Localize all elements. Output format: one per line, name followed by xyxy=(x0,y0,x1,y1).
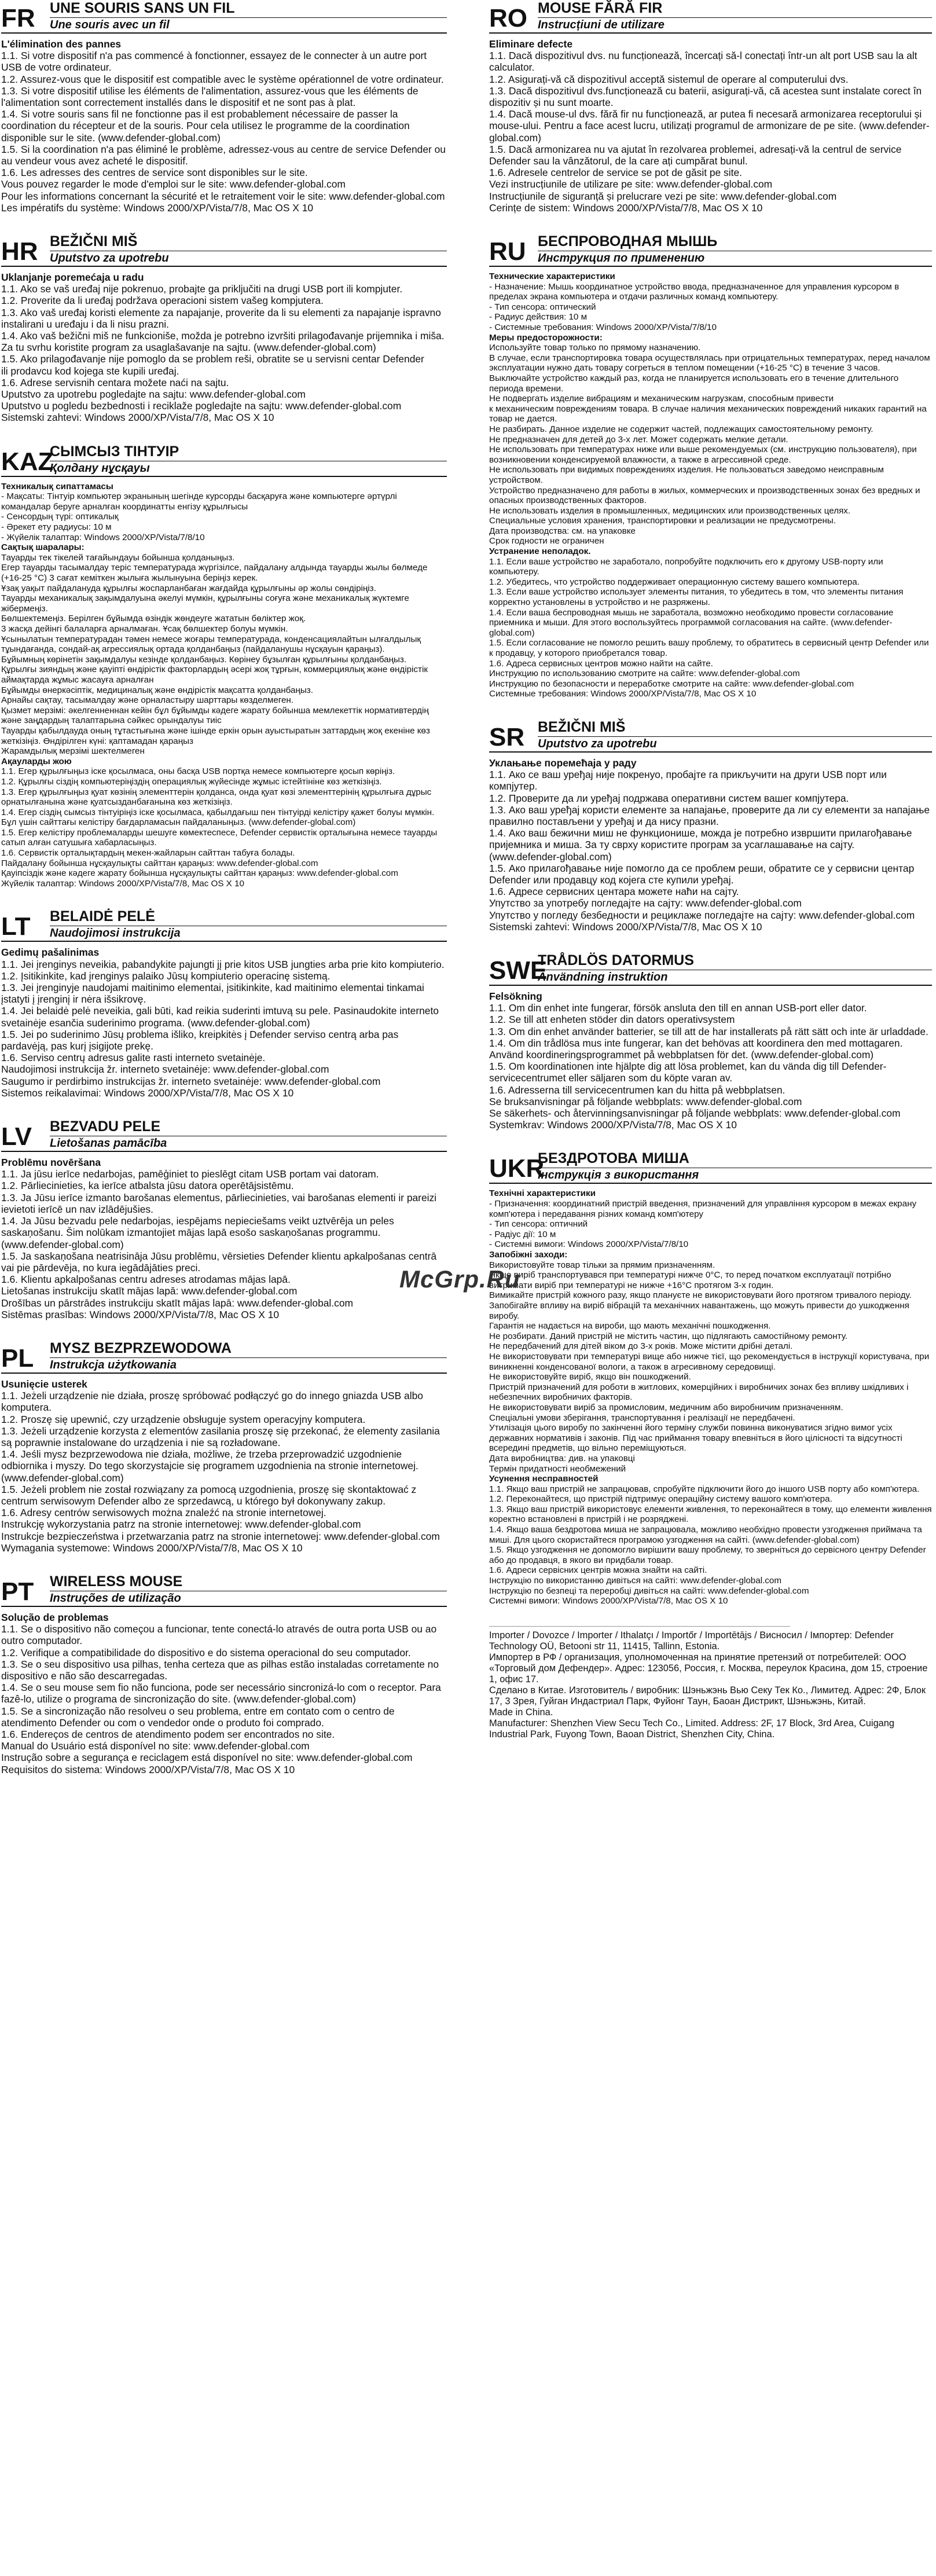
body-line: 1.6. Адреси сервісних центрів можна знайти на сайті. xyxy=(489,1565,707,1576)
section-title: WIRELESS MOUSE xyxy=(50,1573,183,1590)
body-heading: Усунення несправностей xyxy=(489,1474,599,1484)
body-line: 1.5. Jei po suderinimo Jūsų problema išliko, kreipkitės į Defender serviso centrą arba pas pardavėją, pas kurį įsigijote prekę. xyxy=(1,1028,399,1052)
body-line: Не використовувати при температурі вище або нижче тієї, що рекомендується в інструкції користувача, при виникненні конденсованої вологи, а також в агресивному середовищі. xyxy=(489,1351,930,1372)
section-sr xyxy=(489,719,932,933)
body-line: Тауарды қабылдауда оның тұтастығына және ішінде еркін орын ауыстыратын заттардың жоқ екеніне көз жеткізіңіз. Өндірілген күні: қаптамадан қараңыз xyxy=(1,725,430,746)
body-line: 1.2. Проверите да ли уређај подржава оперативни систем вашег компјутера. xyxy=(489,792,849,804)
body-line: 1.2. Įsitikinkite, kad įrenginys palaiko Jūsų kompiuterio operacinę sistemą. xyxy=(1,970,331,982)
section-titles xyxy=(50,443,447,475)
section-header xyxy=(489,1150,932,1184)
section-titles xyxy=(50,1118,447,1150)
section-ru xyxy=(489,233,932,699)
body-line: Не использовать при температурах ниже или выше рекомендуемых (см. инструкцию пользователя), при возникновении конденсируемой влажности, а также в агрессивной среде. xyxy=(489,445,917,465)
body-line: Устройство предназначено для работы в жилых, коммерческих и производственных зонах без вредных и опасных производственных факторов. xyxy=(489,485,920,506)
body-line: 1.2. Verifique a compatibilidade do dispositivo e do sistema operacional do seu computador. xyxy=(1,1646,411,1658)
section-body xyxy=(1,946,447,1099)
body-line: Не використовуйте виріб, якщо він пошкоджений. xyxy=(489,1372,691,1382)
section-body xyxy=(1,38,447,214)
body-line: Не розбирати. Даний пристрій не містить частин, що підлягають самостійному ремонту. xyxy=(489,1331,848,1341)
body-line: 1.6. Adresserna till servicecentrumen kan du hitta på webbplatsen. xyxy=(489,1084,785,1096)
section-subtitle: Användning instruktion xyxy=(538,970,932,984)
body-line: Термін придатності необмежений xyxy=(489,1463,626,1474)
body-heading: Uklanjanje poremećaja u radu xyxy=(1,271,144,284)
body-line: 1.4. Om din trådlösa mus inte fungerar, kan det behövas att koordinera den med mottagaren. Använd koordineringsprogrammet på webbplatsen för det. (www.defender-global.com) xyxy=(489,1037,903,1061)
body-line: Drošības un pārstrādes instrukciju skatīt mājas lapā: www.defender-global.com xyxy=(1,1297,353,1309)
section-lt xyxy=(1,908,447,1099)
body-line: 1.3. Jei įrenginyje naudojami maitinimo elementai, įsitikinkite, kad maitinimo elementai tinkamai įstatyti į įrenginį ir nėra išsikrovę. xyxy=(1,982,424,1006)
section-title: TRÅDLÖS DATORMUS xyxy=(538,952,694,969)
section-body xyxy=(1,1612,447,1775)
body-line: 1.3. Om din enhet använder batterier, se till att de har installerats på rätt sätt och inte är urladdade. xyxy=(489,1025,928,1037)
section-kaz xyxy=(1,443,447,889)
language-code: LV xyxy=(1,1122,32,1151)
body-line: Құрылғы зияндың және қауіпті өндірістік факторлардың әсері жоқ тұрғын, коммерциялық және өндірістік аймақтарда жұмыс жасауға арналған xyxy=(1,665,428,685)
body-line: Wymagania systemowe: Windows 2000/XP/Vista/7/8, Mac OS X 10 xyxy=(1,1542,303,1554)
section-title: BEŽIČNI MIŠ xyxy=(538,718,626,735)
importer-line: Made in China. xyxy=(489,1707,553,1718)
body-line: 1.6. Adresele centrelor de service se pot de găsit pe site. xyxy=(489,167,742,179)
body-line: 1.5. Ако прилагођавање није помогло да се проблем реши, обратите се у сервисни центар Defender или продавцу код којега сте купили уређај. xyxy=(489,862,915,886)
importer-block xyxy=(489,1626,932,1740)
body-line: 1.5. Ako prilagođavanje nije pomoglo da se problem reši, obratite se u servisni centar Defender xyxy=(1,353,424,365)
body-heading: Уклањање поремећаја у раду xyxy=(489,757,637,769)
importer-line: Manufacturer: Shenzhen View Secu Tech Co., Limited. Address: 2F, 17 Block, 3rd Area, Cuigang Industrial Park, Fuyong Town, Baoan District, Shenzhen City, China. xyxy=(489,1718,895,1740)
body-line: 1.2. Переконайтеся, що пристрій підтримує операційну систему вашого комп'ютера. xyxy=(489,1494,832,1504)
section-swe xyxy=(489,952,932,1131)
body-line: Systemkrav: Windows 2000/XP/Vista/7/8, Mac OS X 10 xyxy=(489,1119,737,1131)
body-line: 1.6. Klientu apkalpošanas centru adreses atrodamas mājas lapā. xyxy=(1,1274,291,1286)
body-line: Используйте товар только по прямому назначению. xyxy=(489,343,701,353)
body-line: 1.6. Адресе сервисних центара можете наћи на сајту. xyxy=(489,886,739,898)
body-line: 1.1. Dacă dispozitivul dvs. nu funcționează, încercați să-l conectați într-un alt port USB sau la alt calculator. xyxy=(489,50,917,74)
body-line: 1.1. Si votre dispositif n'a pas commencé à fonctionner, essayez de le connecter à un autre port USB de votre ordinateur. xyxy=(1,50,427,74)
importer-divider xyxy=(489,1626,790,1627)
body-line: 1.5. Если согласование не помогло решить вашу проблему, то обратитесь в сервисный центр Defender или к продавцу, у которого приобретался товар. xyxy=(489,638,929,659)
body-line: - Радіус дії: 10 м xyxy=(489,1229,556,1239)
body-line: 1.5. Егер келістіру проблемаларды шешуге көмектеспесе, Defender сервистік орталығына немесе тауарды сатып алған сатушыға хабарласыңыз. xyxy=(1,827,438,848)
body-line: - Радиус действия: 10 м xyxy=(489,312,588,322)
body-line: Упутство за употребу погледајте на сајту: www.defender-global.com xyxy=(489,897,802,909)
section-title: БЕЗДРОТОВА МИША xyxy=(538,1150,689,1167)
body-heading: Меры предосторожности: xyxy=(489,332,603,343)
body-line: Не использовать изделия в промышленных, медицинских или производственных целях. xyxy=(489,505,851,516)
body-line: 1.1. Ako se vaš uređaj nije pokrenuo, probajte ga priključiti na drugi USB port ili kompjuter. xyxy=(1,283,403,295)
body-line: 1.6. Adrese servisnih centara možete naći na sajtu. xyxy=(1,376,229,388)
body-line: Instrukcje bezpieczeństwa i przetwarzania patrz na stronie internetowej: www.defender-global.com xyxy=(1,1530,440,1542)
section-header xyxy=(1,0,447,34)
body-line: ili prodavcu kod kojega ste kupili uređaj. xyxy=(1,365,179,377)
body-heading: Сақтық шаралары: xyxy=(1,542,85,553)
section-titles xyxy=(538,1150,932,1181)
body-line: 1.3. Если ваше устройство использует элементы питания, то убедитесь в том, что элементы питания корректно установлены в устройство и не разряжены. xyxy=(489,587,904,608)
body-line: 1.4. Якщо ваша бездротова миша не запрацювала, можливо необхідно провести узгодження приймача та миші. Для цього скористайтеся програмою узгодження на сайті. (www.defender-global.com) xyxy=(489,1525,922,1545)
body-line: - Жүйелік талаптар: Windows 2000/XP/Vista/7/8/10 xyxy=(1,532,205,542)
section-title: MYSZ BEZPRZEWODOWA xyxy=(50,1340,232,1356)
body-line: Вимикайте пристрій кожного разу, якщо плануєте не використовувати його протягом тривалого періоду. xyxy=(489,1290,912,1301)
body-line: 1.4. Ako vaš bežični miš ne funkcioniše, možda je potrebno izvršiti prilagođavanje prijemnika i miša. Za tu svrhu koristite program za usaglašavanje na sajtu. (www.defender-global.com) xyxy=(1,330,445,354)
language-code: KAZ xyxy=(1,447,54,476)
section-title: BELAIDĖ PELĖ xyxy=(50,908,155,925)
body-line: Спеціальні умови зберігання, транспортування і реалізації не передбачені. xyxy=(489,1412,795,1423)
section-subtitle: Қолдану нұсқауы xyxy=(50,461,447,475)
body-line: - Сенсордың түрі: оптикалық xyxy=(1,512,119,522)
body-line: Lietošanas instrukciju skatīt mājas lapā: www.defender-global.com xyxy=(1,1285,298,1297)
body-line: 1.2. Asigurați-vă că dispozitivul acceptă sistemul de operare al computerului dvs. xyxy=(489,73,849,85)
body-line: Дата производства: см. на упаковке xyxy=(489,526,636,536)
section-header xyxy=(489,952,932,986)
section-title: UNE SOURIS SANS UN FIL xyxy=(50,0,235,16)
language-code: SR xyxy=(489,722,525,751)
body-line: Тауарды механикалық зақымдалуына әкелуі мүмкін, құрылғыны соғуға және механикалық жүктемге жібермеңіз. xyxy=(1,593,409,614)
body-line: 1.3. Якщо ваш пристрій використовує елементи живлення, то переконайтеся в тому, що елементи живлення коректно встановлені в пристрій і не розряджені. xyxy=(489,1504,932,1525)
body-line: Sistēmas prasības: Windows 2000/XP/Vista/7/8, Mac OS X 10 xyxy=(1,1308,280,1320)
body-line: Sistemski zahtevi: Windows 2000/XP/Vista/7/8, Mac OS X 10 xyxy=(1,412,274,424)
body-line: - Әрекет ету радиусы: 10 м xyxy=(1,522,112,533)
body-line: 1.2. Убедитесь, что устройство поддерживает операционную систему вашего компьютера. xyxy=(489,577,860,587)
section-lv xyxy=(1,1118,447,1320)
section-subtitle: Instruções de utilização xyxy=(50,1591,447,1605)
section-titles xyxy=(50,1573,447,1605)
body-line: Requisitos do sistema: Windows 2000/XP/Vista/7/8, Mac OS X 10 xyxy=(1,1763,295,1775)
body-line: 1.2. Assurez-vous que le dispositif est compatible avec le système opérationnel de votre ordinateur. xyxy=(1,73,444,85)
body-heading: Solução de problemas xyxy=(1,1611,109,1623)
section-body xyxy=(1,1378,447,1554)
section-titles xyxy=(538,233,932,265)
body-line: 1.5. Se a sincronização não resolveu o seu problema, entre em contato com o centro de atendimento Defender ou com o vendedor onde o produto foi comprado. xyxy=(1,1705,395,1729)
body-heading: L'élimination des pannes xyxy=(1,38,122,50)
body-line: 1.5. Jeżeli problem nie został rozwiązany za pomocą uzgodnienia, proszę się skontaktować z centrum serwisowym Defender albo ze sprzedawcą, u którego był dokonywany zakup. xyxy=(1,1483,417,1507)
body-line: Тауарды тек тікелей тағайындауы бойынша қолданыңыз. xyxy=(1,552,235,563)
section-title: BEZVADU PELE xyxy=(50,1118,161,1135)
body-line: 1.3. Si votre dispositif utilise les éléments de l'alimentation, assurez-vous que les éléments de l'alimentation sont correctement installés dans le dispositif et ne sont pas à plat. xyxy=(1,85,419,109)
body-line: Упутство у погледу безбедности и рециклаже погледајте на сајту: www.defender-global.com xyxy=(489,909,915,921)
section-subtitle: Instrukcja użytkowania xyxy=(50,1357,447,1371)
body-line: Vezi instrucțiunile de utilizare pe site: www.defender-global.com xyxy=(489,178,773,190)
body-line: - Системные требования: Windows 2000/XP/Vista/7/8/10 xyxy=(489,322,717,333)
body-line: 1.6. Endereços de centros de atendimento podem ser encontrados no site. xyxy=(1,1729,335,1740)
body-line: 1.4. Ja Jūsu bezvadu pele nedarbojas, iespējams nepieciešams veikt uztvērēja un peles saskaņošanu. Šim nolūkam izmantojiet mājas lapā esošo saskaņošanas programmu. (www.defender-global.com) xyxy=(1,1215,394,1250)
section-body xyxy=(489,757,932,933)
body-line: Бұйымның көрінетін зақымдалуы кезінде қолданбаңыз. Көрінеу бұзылған құрылғыны қолданбаңыз. xyxy=(1,654,407,665)
body-line: 1.1. Jei įrenginys neveikia, pabandykite pajungti jį prie kitos USB jungties arba prie kito kompiuterio. xyxy=(1,958,445,970)
body-line: Не подвергать изделие вибрациям и механическим нагрузкам, способным привести xyxy=(489,394,834,404)
importer-line: Сделано в Китае. Изготовитель / виробник: Шэньжэнь Вью Секу Тек Ко., Лимитед. Адрес: 2Ф, Блок 17, 3 Зрея, Гуйган Индастриал Парк, Фуйонг Таун, Баоан Дистрикт, Шэньжэнь, Китай. xyxy=(489,1685,926,1707)
body-line: Пайдалану бойынша нұсқаулықты сайттан қараңыз: www.defender-global.com xyxy=(1,858,318,868)
section-body xyxy=(1,271,447,424)
body-line: 1.4. Ако ваш бежични миш не функционише, можда је потребно извршити прилагођавање пријемника и миша. За ту сврху користите програм за усаглашавање на сајту. xyxy=(489,827,912,851)
language-code: SWE xyxy=(489,956,548,985)
body-line: Пристрій призначений для роботи в житлових, комерційних і виробничих зонах без впливу шкідливих і небезпечних виробничих факторів. xyxy=(489,1382,909,1403)
body-line: 1.3. Ja Jūsu ierīce izmanto barošanas elementus, pārliecinieties, vai barošanas elementi ir pareizi ievietoti ierīcē un nav izlādējušies. xyxy=(1,1191,437,1215)
body-line: Cerințe de sistem: Windows 2000/XP/Vista/7/8, Mac OS X 10 xyxy=(489,201,763,214)
body-heading: Problēmu novēršana xyxy=(1,1157,101,1169)
language-code: RO xyxy=(489,4,527,32)
section-ukr xyxy=(489,1150,932,1606)
section-titles xyxy=(50,0,447,31)
body-line: Дата виробництва: див. на упаковці xyxy=(489,1453,635,1463)
section-header xyxy=(1,233,447,267)
section-titles xyxy=(50,1340,447,1371)
body-line: - Мақсаты: Тінтуір компьютер экранының шегінде курсорды басқаруға және компьютерге әртүрлі командалар беруге арналған координатты енгізу құрылғысы xyxy=(1,491,397,512)
body-line: 1.5. Om koordinationen inte hjälpte dig att lösa problemet, kan du vända dig till Defender-servicecentrumet eller säljaren som du köpte varan av. xyxy=(489,1061,887,1084)
body-heading: Usunięcie usterek xyxy=(1,1378,87,1390)
body-line: 1.2. Pārliecinieties, ka ierīce atbalsta jūsu datora operētājsistēmu. xyxy=(1,1180,294,1192)
section-body xyxy=(1,1157,447,1320)
body-line: Se bruksanvisningar på följande webbplats: www.defender-global.com xyxy=(489,1095,802,1107)
section-title: СЫМСЫЗ ТІНТУІР xyxy=(50,443,179,460)
body-line: Manual do Usuário está disponível no site: www.defender-global.com xyxy=(1,1740,310,1752)
body-line: 1.3. Егер құрылғыңыз қуат көзінің элементтерін қолданса, онда қуат көзі элементтерінің құрылғыға дұрыс орнатылғанына және қуатсызданбағанына көз жеткізіңіз. xyxy=(1,787,432,808)
body-line: Не предназначен для детей до 3-х лет. Может содержать мелкие детали. xyxy=(489,434,788,445)
section-titles xyxy=(50,233,447,265)
left-column xyxy=(1,0,447,1795)
section-title: MOUSE FĂRĂ FIR xyxy=(538,0,663,16)
body-line: Ұсынылатын температурадан тәмен немесе жоғары температурада, конденсациялайтын ылғалдылық тұындағанда, сондай-ақ агрессиялық ортада қолданбаңыз (пайдаланушы нұсқауын қараңыз). xyxy=(1,634,421,655)
section-header xyxy=(489,0,932,34)
section-body xyxy=(489,271,932,699)
body-line: Жарамдылық мерзімі шектелмеген xyxy=(1,746,145,757)
body-line: 1.4. Егер сіздің сымсыз тінтуіріңіз іске қосылмаса, қабылдағыш пен тінтуірді келістіру қажет болуы мүмкін. Бұл үшін сайттағы келістіру бағдарламасын пайдаланыңыз. (www.defender-global.com) xyxy=(1,807,435,828)
body-line: 1.4. Se o seu mouse sem fio não funciona, pode ser necessário sincronizá-lo com o receptor. Para fazê-lo, utilize o programa de sincronização do site. (www.defender-global.com) xyxy=(1,1682,441,1705)
body-line: 1.2. Se till att enheten stöder din dators operativsystem xyxy=(489,1014,735,1026)
section-body xyxy=(489,1188,932,1606)
body-heading: Eliminare defecte xyxy=(489,38,573,50)
body-heading: Технические характеристики xyxy=(489,271,615,282)
body-line: Sistemos reikalavimai: Windows 2000/XP/Vista/7/8, Mac OS X 10 xyxy=(1,1087,294,1099)
body-line: Қауіпсіздік және кәдеге жарату бойынша нұсқаулықты сайттан қараңыз: www.defender-global.com xyxy=(1,868,398,879)
body-line: 1.6. Adresy centrów serwisowych można znaleźć na stronie internetowej. xyxy=(1,1507,326,1519)
body-heading: Техникалық сипаттамасы xyxy=(1,481,113,491)
section-subtitle: Uputstvo za upotrebu xyxy=(50,251,447,265)
section-title: BEŽIČNI MIŠ xyxy=(50,233,138,250)
language-code: LT xyxy=(1,912,31,941)
body-line: Інструкцію по використанню дивіться на сайті: www.defender-global.com xyxy=(489,1576,781,1586)
body-line: Егер тауарды тасымалдау теріс температурада жүргізілсе, пайдалану алдында тауарды жылы бөлмеде (+16-25 °С) 3 сағат кеміткен жылыға жылынуына беріңіз керек. xyxy=(1,563,428,584)
body-line: Выключайте устройство каждый раз, когда не планируется использовать его в течение длительного периода времени. xyxy=(489,373,899,394)
body-line: 1.1. Se o dispositivo não começou a funcionar, tente conectá-lo através de outra porta USB ou ao outro computador. xyxy=(1,1623,437,1647)
section-header xyxy=(1,1573,447,1607)
body-line: Системні вимоги: Windows 2000/XP/Vista/7/8, Mac OS X 10 xyxy=(489,1596,728,1606)
body-line: 1.1. Ja jūsu ierīce nedarbojas, pamēģiniet to pieslēgt citam USB portam vai datoram. xyxy=(1,1168,379,1180)
body-line: 1.1. Om din enhet inte fungerar, försök ansluta den till en annan USB-port eller dator. xyxy=(489,1002,867,1014)
body-heading: Gedimų pašalinimas xyxy=(1,946,100,959)
body-line: Не разбирать. Данное изделие не содержит частей, подлежащих самостоятельному ремонту. xyxy=(489,424,873,434)
body-line: - Призначення: координатний пристрій введення, призначений для управління курсором в межах екрану комп'ютера і передавання різних команд комп'ютеру xyxy=(489,1199,917,1219)
body-line: Ұзақ уақыт пайдалануда құрылғы жоспарланбаған жағдайда құрылғыны әр жолы сөндіріңіз. xyxy=(1,583,376,593)
body-line: 1.4. Если ваша беспроводная мышь не заработала, возможно необходимо провести согласование приемника и мыши. Для этого воспользуйтесь программой согласования на сайте. (www.defender-global.com) xyxy=(489,607,894,638)
section-ro xyxy=(489,0,932,214)
body-line: 1.4. Jei belaidė pelė neveikia, gali būti, kad reikia suderinti imtuvą su pele. Pasinaudokite interneto svetainėje esančia suderinimo programa. (www.defender-global.com) xyxy=(1,1005,439,1029)
body-line: Saugumo ir perdirbimo instrukcijas žr. interneto svetainėje: www.defender-global.com xyxy=(1,1075,381,1087)
section-hr xyxy=(1,233,447,424)
body-line: 1.5. Dacă armonizarea nu va ajutat în rezolvarea problemei, adresați-vă la centrul de service Defender sau la vânzătorul, de la care ați cumpărat bunul. xyxy=(489,143,902,167)
body-line: 1.3. Se o seu dispositivo usa pilhas, tenha certeza que as pilhas estão instaladas corretamente no dispositivo e não são descarregadas. xyxy=(1,1658,439,1682)
right-column xyxy=(489,0,932,1740)
body-line: Інструкцію по безпеці та переробці дивіться на сайті: www.defender-global.com xyxy=(489,1586,809,1596)
body-line: Instrukcję wykorzystania patrz na stronie internetowej: www.defender-global.com xyxy=(1,1518,361,1531)
importer-line: Импортер в РФ / организация, уполномоченная на принятие претензий от потребителей: ООО «Торговый дом Дефендер». Адрес: 123056, Россия, г. Москва, переулок Красина, дом 15, строение 1, офис 17. xyxy=(489,1652,928,1685)
body-line: к механическим повреждениям товара. В случае наличия механических повреждений никаких гарантий на товар не дается. xyxy=(489,403,927,424)
body-line: Якщо виріб транспортувався при температурі нижче 0°С, то перед початком експлуатації потрібно витримати виріб при температурі не нижче +16°С протягом 3-х годин. xyxy=(489,1270,891,1290)
section-subtitle: Naudojimosi instrukcija xyxy=(50,926,447,940)
body-line: 1.6. Les adresses des centres de service sont disponibles sur le site. xyxy=(1,167,308,179)
body-line: 1.6. Сервистік орталықтардың мекен-жайларын сайттан табуға болады. xyxy=(1,848,295,858)
body-line: 1.1. Ако се ваш уређај није покренуо, пробајте га прикључити на други USB порт или компјутер. xyxy=(489,769,887,792)
section-titles xyxy=(50,908,447,940)
body-line: 1.3. Dacă dispozitivul dvs.funcționează cu baterii, asigurați-vă, că acestea sunt instalate corect în dispozitiv și nu sunt moarte. xyxy=(489,85,922,109)
body-line: Se säkerhets- och återvinningsanvisningar på följande webbplats: www.defender-global.com xyxy=(489,1107,901,1120)
body-line: Pour les informations concernant la sécurité et le retraitement voir le site: www.defender-global.com xyxy=(1,190,445,202)
body-line: В случае, если транспортировка товара осуществлялась при отрицательных температурах, перед началом эксплуатации нужно дать товару согреться в теплом помещении (+16-25 °С) в течение 3 часов. xyxy=(489,353,930,373)
section-subtitle: Instrucțiuni de utilizare xyxy=(538,17,932,31)
body-line: 1.2. Proszę się upewnić, czy urządzenie obsługuje system operacyjny komputera. xyxy=(1,1413,366,1425)
section-title: БЕСПРОВОДНАЯ МЫШЬ xyxy=(538,233,718,250)
body-line: 1.1. Jeżeli urządzenie nie działa, proszę spróbować podłączyć go do innego gniazda USB albo komputera. xyxy=(1,1390,423,1414)
section-subtitle: Інструкція з використання xyxy=(538,1168,932,1181)
section-body xyxy=(489,38,932,214)
section-header xyxy=(1,1118,447,1152)
body-line: 1.5. Ja saskaņošana neatrisināja Jūsu problēmu, vērsieties Defender klientu apkalpošanas centrā vai pie pārdevēja, no kura iegādājāties preci. xyxy=(1,1250,437,1274)
body-line: Vous pouvez regarder le mode d'emploi sur le site: www.defender-global.com xyxy=(1,178,346,190)
body-heading: Устранение неполадок. xyxy=(489,546,591,557)
body-heading: Технічні характеристики xyxy=(489,1188,596,1199)
body-line: Жүйелік талаптар: Windows 2000/XP/Vista/7/8, Mac OS X 10 xyxy=(1,878,244,889)
importer-line: Importer / Dovozce / Importer / Ithalatçı / Importőr / Importētājs / Висносил / Імпортер: Defender Technology OÜ, Betooni str 11, 11415, Tallinn, Estonia. xyxy=(489,1630,894,1652)
body-line: Uputstvo u pogledu bezbednosti i reciklaže pogledajte na sajtu: www.defender-global.com xyxy=(1,400,402,412)
section-titles xyxy=(538,952,932,984)
body-line: 1.2. Құрылғы сіздің компьютеріңіздің операциялық жүйесінде жұмыс істейтініне көз жеткізіңіз. xyxy=(1,776,382,787)
section-header xyxy=(1,1340,447,1374)
section-subtitle: Инструкция по применению xyxy=(538,251,932,265)
section-pl xyxy=(1,1340,447,1554)
body-line: - Тип сенсора: оптический xyxy=(489,302,596,312)
body-line: - Тип сенсора: оптичний xyxy=(489,1219,588,1230)
body-line: Не передбачений для дітей віком до 3-х років. Може містити дрібні деталі. xyxy=(489,1341,793,1352)
body-line: Sistemski zahtevi: Windows 2000/XP/Vista/7/8, Mac OS X 10 xyxy=(489,920,762,933)
section-header xyxy=(489,233,932,267)
body-line: Uputstvo za upotrebu pogledajte na sajtu: www.defender-global.com xyxy=(1,388,306,401)
body-line: Instrucțiunile de siguranță și prelucrare vezi pe site: www.defender-global.com xyxy=(489,190,837,202)
body-line: Инструкцию по использованию смотрите на сайте: www.defender-global.com xyxy=(489,669,800,679)
section-subtitle: Lietošanas pamācība xyxy=(50,1136,447,1150)
watermark-text: McGrp.Ru xyxy=(399,1265,520,1293)
body-line: - Назначение: Мышь координатное устройство ввода, предназначенное для управления курсором в пределах экрана компьютера и отдачи различных команд компьютеру. xyxy=(489,281,900,302)
section-header xyxy=(489,719,932,753)
section-fr xyxy=(1,0,447,214)
body-line: Срок годности не ограничен xyxy=(489,536,604,546)
body-line: 1.4. Dacă mouse-ul dvs. fără fir nu funcționează, ar putea fi necesară armonizarea receptorului și mouse-ului. Pentru a face acest lucru, utilizați programul de armonizare de pe site. (www.defender-global.com) xyxy=(489,108,930,144)
body-line: Les impératifs du système: Windows 2000/XP/Vista/7/8, Mac OS X 10 xyxy=(1,201,314,214)
body-line: Қызмет мерзімі: әкелгенненнан кейін бұл бұйымды кәдеге жарату бойынша мемлекеттік нормативтердің және заңдардың талаптарына сәйкес орындалуы тиіс xyxy=(1,705,429,726)
section-titles xyxy=(538,0,932,31)
body-heading: Felsökning xyxy=(489,990,542,1003)
language-code: HR xyxy=(1,237,38,266)
body-line: 1.2. Proverite da li uređaj podržava operacioni sistem vašeg kompjutera. xyxy=(1,295,324,307)
body-line: 1.1. Егер құрылғыңыз іске қосылмаса, оны басқа USB портқа немесе компьютерге қосып көріңіз. xyxy=(1,766,395,777)
body-line: 3 жасқа дейінгі балаларға арналмаған. Ұсақ бөлшектер болуы мүмкін. xyxy=(1,624,288,634)
body-line: Системные требования: Windows 2000/XP/Vista/7/8, Mac OS X 10 xyxy=(489,689,757,699)
body-line: Naudojimosi instrukcija žr. interneto svetainėje: www.defender-global.com xyxy=(1,1063,329,1076)
body-line: Утилізація цього виробу по закінченні його терміну служби повинна виконуватися згідно вимог усіх державних нормативів і законів. Під час приймання товару впевніться в його цілісності та відсутності всередині предметів, що вільно переміщуються. xyxy=(489,1423,902,1454)
body-line: Використовуйте товар тільки за прямим призначенням. xyxy=(489,1260,715,1270)
language-code: UKR xyxy=(489,1154,545,1183)
body-line: 1.6. Адреса сервисных центров можно найти на сайте. xyxy=(489,658,713,669)
section-pt xyxy=(1,1573,447,1775)
body-line: 1.5. Si la coordination n'a pas éliminé le problème, adressez-vous au centre de service Defender ou au vendeur vous avez acheté le dispositif. xyxy=(1,143,446,167)
body-line: Instrução sobre a segurança e reciclagem está disponível no site: www.defender-global.com xyxy=(1,1752,413,1764)
body-line: Арнайы сақтау, тасымалдау және орналастыру шарттары көзделмеген. xyxy=(1,695,294,706)
body-line: 1.1. Якщо ваш пристрій не запрацював, спробуйте підключити його до іншого USB порту або комп'ютера. xyxy=(489,1484,920,1494)
section-subtitle: Uputstvo za upotrebu xyxy=(538,736,932,750)
body-line: 1.1. Если ваше устройство не заработало, попробуйте подключить его к другому USB-порту или компьютеру. xyxy=(489,556,883,577)
body-line: Не використовувати виріб за промисловим, медичним або виробничим призначенням. xyxy=(489,1402,843,1412)
body-line: Гарантія не надається на вироби, що мають механічні пошкодження. xyxy=(489,1321,771,1331)
section-body xyxy=(1,482,447,889)
body-line: 1.3. Jeżeli urządzenie korzysta z elementów zasilania proszę się przekonać, że elementy zasilania są poprawnie instalowane do urządzenia i nie są rozładowane. xyxy=(1,1425,440,1448)
body-line: 1.4. Jeśli mysz bezprzewodowa nie działa, możliwe, że trzeba przeprowadzić uzgodnienie odbiornika i myszy. Do tego skorzystajcie się programem uzgodnienia na stronie internetowej. (www.defender-global.com) xyxy=(1,1448,419,1484)
section-body xyxy=(489,990,932,1131)
body-line: Бөлшектемеңіз. Берілген бұйымда өзіндік жөндеуге жататын бөліктер жоқ. xyxy=(1,614,306,624)
body-line: Бұйымды өнеркәсіптік, медициналық және өндірістік мақсатта қолданбаңыз. xyxy=(1,685,313,695)
language-code: RU xyxy=(489,237,526,266)
section-header xyxy=(1,908,447,942)
body-line: Специальные условия хранения, транспортировки и реализации не предусмотрены. xyxy=(489,516,836,526)
body-line: Не использовать при видимых повреждениях изделия. Не пользоваться заведомо неисправным устройством. xyxy=(489,465,884,485)
body-line: 1.5. Якщо узгодження не допомогло вирішити вашу проблему, то зверніться до сервісного центру Defender або до продавця, в якого ви придбали товар. xyxy=(489,1545,926,1565)
language-code: PL xyxy=(1,1344,34,1373)
body-line: Инструкцию по безопасности и переработке смотрите на сайте: www.defender-global.com xyxy=(489,678,854,689)
body-line: 1.3. Ако ваш уређај користи елементе за напајање, проверите да ли су елементи за напајање правилно постављени у уређај и да нису празни. xyxy=(489,803,930,827)
language-code: FR xyxy=(1,4,35,32)
body-line: Запобігайте впливу на виріб вібрацій та механічних навантажень, що можуть привести до ушкодження виробу. xyxy=(489,1301,909,1321)
section-subtitle: Une souris avec un fil xyxy=(50,17,447,31)
body-heading: Запобіжні заходи: xyxy=(489,1250,568,1260)
language-code: PT xyxy=(1,1577,34,1606)
section-titles xyxy=(538,719,932,750)
body-line: 1.4. Si votre souris sans fil ne fonctionne pas il est probablement nécessaire de passer la coordination du récepteur et de la souris. Pour cela utilisez le programme de la coordination disponible sur le site. (www.defender-global.com) xyxy=(1,108,410,144)
section-header xyxy=(1,443,447,477)
body-line: 1.6. Serviso centrų adresus galite rasti interneto svetainėje. xyxy=(1,1052,266,1064)
body-line: - Системні вимоги: Windows 2000/XP/Vista/7/8/10 xyxy=(489,1239,689,1250)
body-heading: Ақауларды жою xyxy=(1,756,72,766)
body-line: (www.defender-global.com) xyxy=(489,850,612,863)
body-line: 1.3. Ako vaš uređaj koristi elemente za napajanje, proverite da li su elementi za napajanje ispravno instalirani u uređaju i da li nisu prazni. xyxy=(1,306,441,330)
